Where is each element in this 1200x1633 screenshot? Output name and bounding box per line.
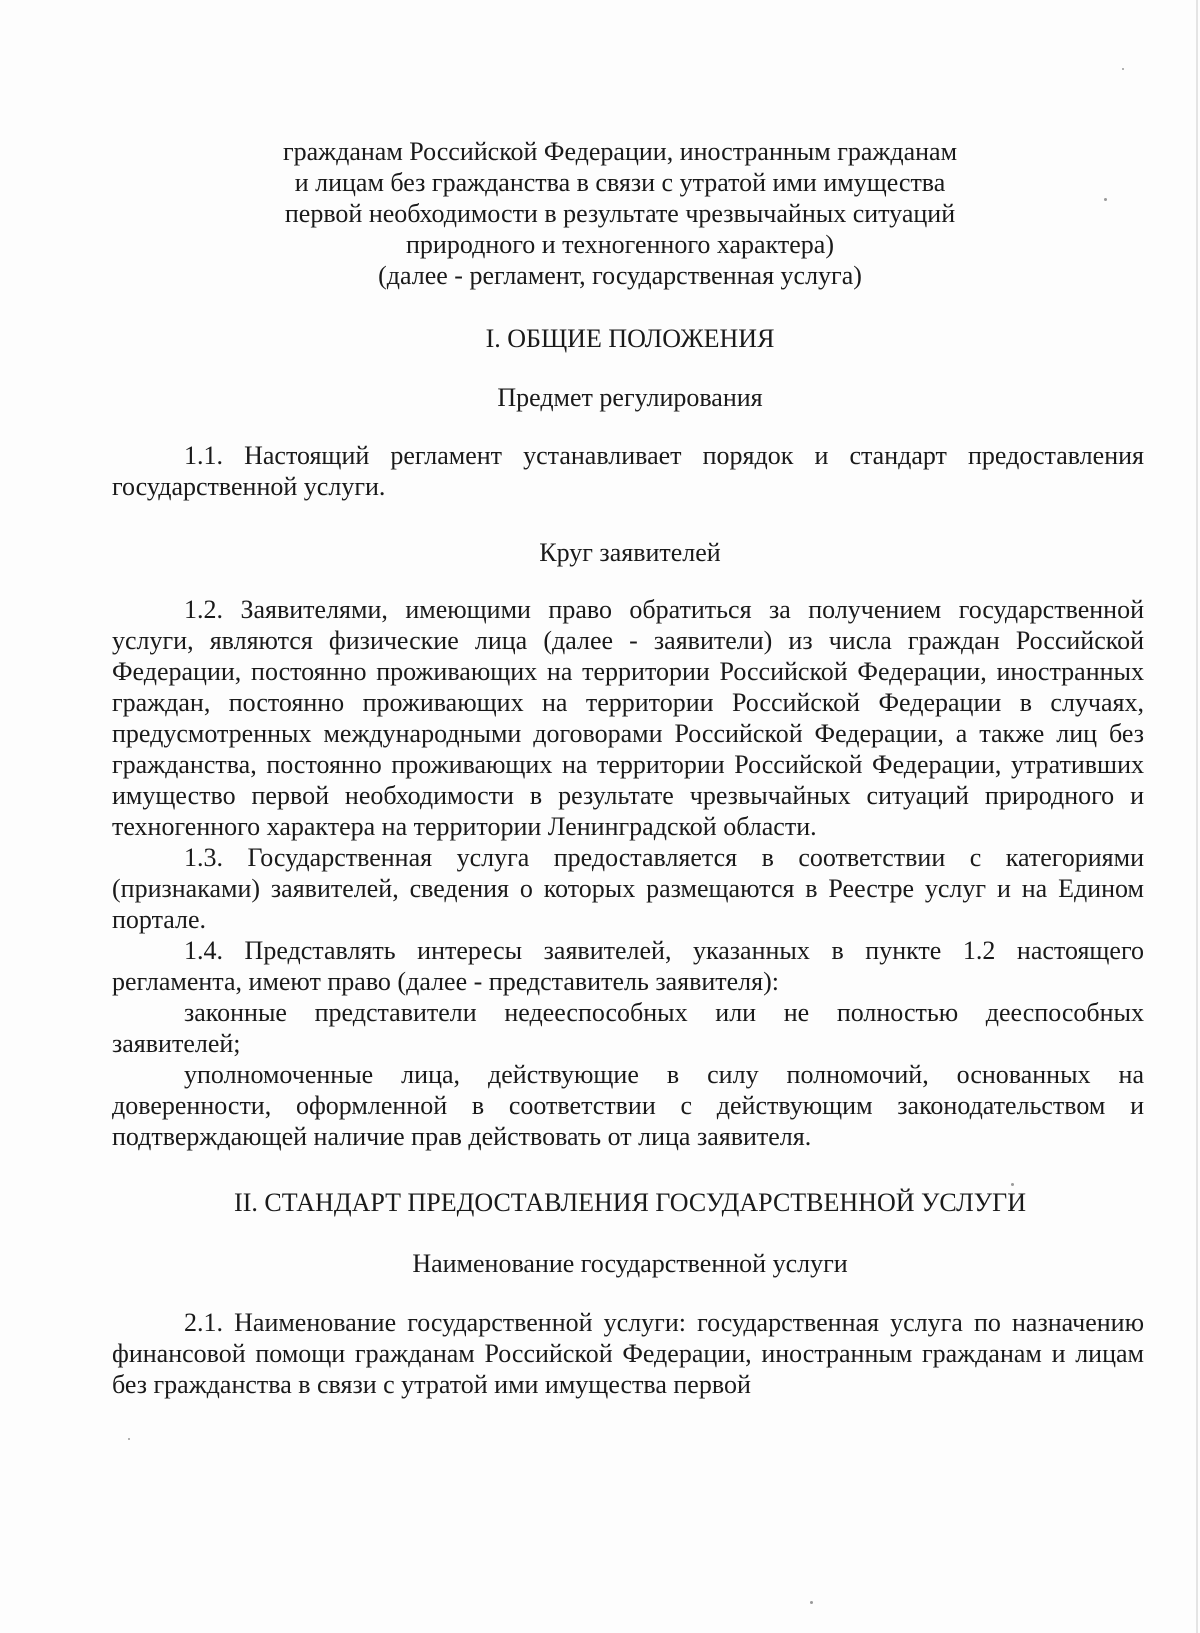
service-name-heading: Наименование государственной услуги — [412, 1249, 848, 1278]
section-2-heading: II. СТАНДАРТ ПРЕДОСТАВЛЕНИЯ ГОСУДАРСТВЕННОЙ УСЛУГИ — [234, 1188, 1026, 1217]
subject-heading: Предмет регулирования — [497, 383, 763, 412]
paragraph-2-1: 2.1. Наименование государственной услуги: государственная услуга по назначению финансовой помощи гражданам Российской Федерации, иностранным гражданам и лицам без гражданства в связи с утратой ими имущества первой — [112, 1308, 1144, 1399]
paragraph-1-1-block — [112, 440, 1144, 502]
paragraph-2-1-block — [112, 1307, 1144, 1400]
paragraph-1-2: 1.2. Заявителями, имеющими право обратиться за получением государственной услуги, являются физические лица (далее - заявители) из числа граждан Российской Федерации, постоянно проживающих на территории Российской Федерации, иностранных граждан, постоянно проживающих на территории Российской Федерации в случаях, предусмотренных международными договорами Российской Федерации, а также лиц без гражданства, постоянно проживающих на территории Российской Федерации, утративших имущество первой необходимости в результате чрезвычайных ситуаций природного и техногенного характера на территории Ленинградской области. — [112, 595, 1144, 841]
scan-speck — [1104, 198, 1107, 201]
scan-speck — [128, 1438, 130, 1440]
scan-edge-right — [1196, 0, 1198, 1633]
paragraph-legal-representatives: законные представители недееспособных или не полностью дееспособных заявителей; — [112, 998, 1144, 1058]
applicants-heading: Круг заявителей — [539, 538, 721, 567]
title-line-5: (далее - регламент, государственная услуга) — [378, 261, 862, 290]
paragraph-1-3: 1.3. Государственная услуга предоставляется в соответствии с категориями (признаками) заявителей, сведения о которых размещаются в Реестре услуг и на Едином портале. — [112, 843, 1144, 934]
title-line-3: первой необходимости в результате чрезвычайных ситуаций — [284, 199, 956, 228]
paragraphs-1-2-to-1-4-block — [112, 594, 1144, 1152]
paragraph-authorized-persons: уполномоченные лица, действующие в силу полномочий, основанных на доверенности, оформленной в соответствии с действующим законодательством и подтверждающей наличие прав действовать от лица заявителя. — [112, 1060, 1144, 1151]
title-line-4: природного и техногенного характера) — [406, 230, 834, 259]
section-1-heading: I. ОБЩИЕ ПОЛОЖЕНИЯ — [485, 324, 775, 353]
title-line-1: гражданам Российской Федерации, иностранным гражданам — [282, 137, 958, 166]
scan-speck — [810, 1601, 813, 1604]
scan-speck — [1122, 68, 1124, 70]
title-line-2: и лицам без гражданства в связи с утратой ими имущества — [294, 168, 946, 197]
paragraph-1-1: 1.1. Настоящий регламент устанавливает порядок и стандарт предоставления государственной услуги. — [112, 441, 1144, 501]
paragraph-1-4: 1.4. Представлять интересы заявителей, указанных в пункте 1.2 настоящего регламента, имеют право (далее - представитель заявителя): — [112, 936, 1144, 996]
document-title-block — [200, 136, 1040, 291]
scan-speck — [1011, 1183, 1014, 1186]
